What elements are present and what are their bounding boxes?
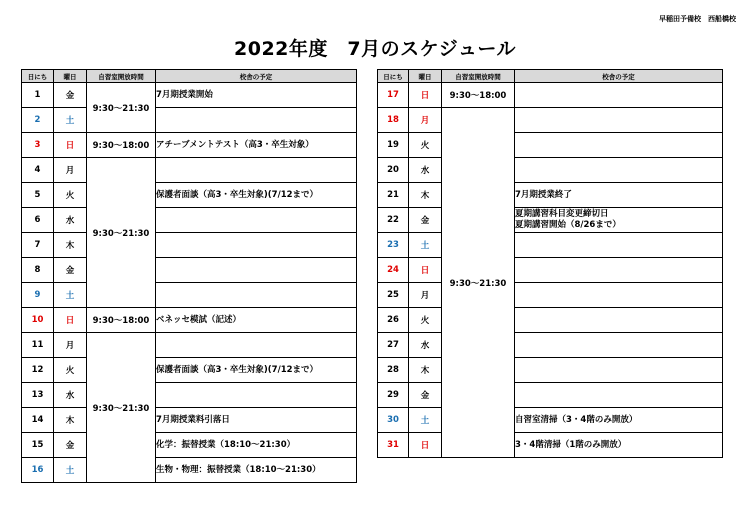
day-date: 29 bbox=[378, 383, 409, 408]
day-date: 9 bbox=[22, 283, 54, 308]
day-weekday: 土 bbox=[409, 408, 442, 433]
event-text: 夏期講習開始（8/26まで） bbox=[515, 220, 621, 230]
day-event bbox=[515, 133, 723, 158]
day-date: 3 bbox=[22, 133, 54, 158]
day-row bbox=[22, 83, 357, 108]
schedule-table-left bbox=[21, 69, 357, 483]
day-row bbox=[378, 258, 723, 283]
day-weekday: 月 bbox=[54, 333, 87, 358]
study-room-hours: 9:30～18:00 bbox=[442, 83, 515, 108]
header-study-hours: 自習室開放時間 bbox=[442, 70, 515, 83]
day-event bbox=[515, 308, 723, 333]
day-event bbox=[156, 308, 357, 333]
day-event bbox=[515, 258, 723, 283]
day-weekday: 日 bbox=[409, 258, 442, 283]
day-event bbox=[515, 383, 723, 408]
day-row bbox=[378, 83, 723, 108]
day-weekday: 火 bbox=[54, 358, 87, 383]
table-header-row bbox=[378, 70, 723, 83]
day-event bbox=[156, 208, 357, 233]
day-event bbox=[515, 183, 723, 208]
day-event bbox=[156, 333, 357, 358]
day-row bbox=[22, 258, 357, 283]
day-event bbox=[156, 133, 357, 158]
day-row bbox=[22, 108, 357, 133]
day-weekday: 日 bbox=[54, 308, 87, 333]
day-row bbox=[378, 308, 723, 333]
day-row bbox=[22, 333, 357, 358]
day-event bbox=[156, 358, 357, 383]
day-weekday: 金 bbox=[54, 433, 87, 458]
day-weekday: 木 bbox=[54, 233, 87, 258]
header-school-events: 校舎の予定 bbox=[515, 70, 723, 83]
day-event bbox=[515, 83, 723, 108]
day-weekday: 木 bbox=[409, 183, 442, 208]
day-weekday: 火 bbox=[409, 133, 442, 158]
day-weekday: 日 bbox=[409, 433, 442, 458]
event-text: 7月期授業終了 bbox=[515, 189, 572, 200]
day-event bbox=[156, 258, 357, 283]
header-date: 日にち bbox=[22, 70, 54, 83]
day-row bbox=[22, 383, 357, 408]
day-date: 31 bbox=[378, 433, 409, 458]
event-text: 保護者面談（高3・卒生対象)(7/12まで） bbox=[156, 364, 319, 375]
day-row bbox=[22, 458, 357, 483]
day-date: 20 bbox=[378, 158, 409, 183]
event-text: 化学：振替授業（18:10～21:30） bbox=[156, 439, 296, 450]
study-room-hours: 9:30～21:30 bbox=[87, 83, 156, 133]
day-date: 30 bbox=[378, 408, 409, 433]
day-event bbox=[156, 158, 357, 183]
day-weekday: 木 bbox=[54, 408, 87, 433]
day-date: 6 bbox=[22, 208, 54, 233]
day-row bbox=[378, 283, 723, 308]
schedule-table-right bbox=[377, 69, 723, 458]
day-date: 8 bbox=[22, 258, 54, 283]
day-date: 5 bbox=[22, 183, 54, 208]
day-event bbox=[515, 233, 723, 258]
day-event bbox=[515, 358, 723, 383]
day-event bbox=[515, 108, 723, 133]
day-date: 23 bbox=[378, 233, 409, 258]
day-date: 13 bbox=[22, 383, 54, 408]
event-text: アチーブメントテスト（高3・卒生対象） bbox=[156, 139, 314, 150]
day-event bbox=[156, 233, 357, 258]
header-weekday: 曜日 bbox=[409, 70, 442, 83]
day-weekday: 土 bbox=[54, 283, 87, 308]
header-study-hours: 自習室開放時間 bbox=[87, 70, 156, 83]
day-event bbox=[515, 283, 723, 308]
table-header-row bbox=[22, 70, 357, 83]
day-date: 4 bbox=[22, 158, 54, 183]
day-weekday: 月 bbox=[409, 283, 442, 308]
day-weekday: 水 bbox=[54, 383, 87, 408]
day-date: 10 bbox=[22, 308, 54, 333]
day-row bbox=[378, 383, 723, 408]
study-room-hours: 9:30～18:00 bbox=[87, 133, 156, 158]
day-date: 14 bbox=[22, 408, 54, 433]
day-date: 25 bbox=[378, 283, 409, 308]
day-weekday: 土 bbox=[54, 458, 87, 483]
study-room-hours: 9:30～21:30 bbox=[442, 108, 515, 458]
header-school-events: 校舎の予定 bbox=[156, 70, 357, 83]
study-room-hours: 9:30～18:00 bbox=[87, 308, 156, 333]
day-event bbox=[515, 158, 723, 183]
day-row bbox=[378, 408, 723, 433]
day-row bbox=[378, 108, 723, 133]
day-weekday: 金 bbox=[409, 383, 442, 408]
study-room-hours: 9:30～21:30 bbox=[87, 158, 156, 308]
day-row bbox=[378, 183, 723, 208]
day-event bbox=[156, 83, 357, 108]
header-date: 日にち bbox=[378, 70, 409, 83]
day-date: 26 bbox=[378, 308, 409, 333]
day-date: 21 bbox=[378, 183, 409, 208]
day-date: 12 bbox=[22, 358, 54, 383]
day-event bbox=[515, 333, 723, 358]
day-event bbox=[156, 408, 357, 433]
event-text: 自習室清掃（3・4階のみ開放） bbox=[515, 414, 638, 425]
day-row bbox=[22, 408, 357, 433]
day-weekday: 木 bbox=[409, 358, 442, 383]
day-row bbox=[22, 133, 357, 158]
day-date: 17 bbox=[378, 83, 409, 108]
day-weekday: 月 bbox=[409, 108, 442, 133]
day-weekday: 土 bbox=[54, 108, 87, 133]
day-event bbox=[156, 283, 357, 308]
day-weekday: 水 bbox=[54, 208, 87, 233]
day-row bbox=[378, 433, 723, 458]
day-row bbox=[22, 208, 357, 233]
day-weekday: 金 bbox=[54, 258, 87, 283]
event-text: 3・4階清掃（1階のみ開放） bbox=[515, 439, 627, 450]
day-event bbox=[515, 408, 723, 433]
event-text: 7月期授業開始 bbox=[156, 89, 213, 100]
day-row bbox=[378, 358, 723, 383]
day-date: 24 bbox=[378, 258, 409, 283]
header-weekday: 曜日 bbox=[54, 70, 87, 83]
day-date: 18 bbox=[378, 108, 409, 133]
day-date: 28 bbox=[378, 358, 409, 383]
day-weekday: 月 bbox=[54, 158, 87, 183]
event-text: 保護者面談（高3・卒生対象)(7/12まで） bbox=[156, 189, 319, 200]
day-row bbox=[378, 233, 723, 258]
day-weekday: 水 bbox=[409, 333, 442, 358]
day-date: 2 bbox=[22, 108, 54, 133]
day-date: 7 bbox=[22, 233, 54, 258]
day-date: 15 bbox=[22, 433, 54, 458]
event-text: ベネッセ模試（記述） bbox=[156, 314, 242, 325]
event-text: 夏期講習科目変更締切日 bbox=[515, 209, 609, 220]
day-weekday: 金 bbox=[54, 83, 87, 108]
day-row bbox=[378, 333, 723, 358]
page-title: 2022年度 7月のスケジュール bbox=[234, 38, 516, 60]
study-room-hours: 9:30～21:30 bbox=[87, 333, 156, 483]
day-weekday: 火 bbox=[54, 183, 87, 208]
day-date: 22 bbox=[378, 208, 409, 233]
day-row bbox=[22, 183, 357, 208]
day-event bbox=[156, 108, 357, 133]
day-event bbox=[156, 433, 357, 458]
day-row bbox=[22, 308, 357, 333]
day-row bbox=[378, 208, 723, 233]
event-text: 生物・物理：振替授業（18:10～21:30） bbox=[156, 464, 321, 475]
day-row bbox=[22, 158, 357, 183]
event-text: 7月期授業料引落日 bbox=[156, 414, 230, 425]
day-event bbox=[156, 383, 357, 408]
day-weekday: 日 bbox=[409, 83, 442, 108]
day-date: 11 bbox=[22, 333, 54, 358]
day-row bbox=[22, 283, 357, 308]
day-date: 16 bbox=[22, 458, 54, 483]
day-row bbox=[378, 133, 723, 158]
day-event bbox=[515, 208, 723, 233]
school-name: 早稲田予備校 西船橋校 bbox=[659, 15, 736, 23]
day-event bbox=[156, 183, 357, 208]
day-weekday: 土 bbox=[409, 233, 442, 258]
day-weekday: 水 bbox=[409, 158, 442, 183]
day-weekday: 日 bbox=[54, 133, 87, 158]
day-row bbox=[22, 433, 357, 458]
day-weekday: 金 bbox=[409, 208, 442, 233]
day-row bbox=[22, 233, 357, 258]
day-event bbox=[156, 458, 357, 483]
day-weekday: 火 bbox=[409, 308, 442, 333]
day-row bbox=[22, 358, 357, 383]
day-date: 19 bbox=[378, 133, 409, 158]
day-date: 27 bbox=[378, 333, 409, 358]
day-date: 1 bbox=[22, 83, 54, 108]
day-row bbox=[378, 158, 723, 183]
day-event bbox=[515, 433, 723, 458]
